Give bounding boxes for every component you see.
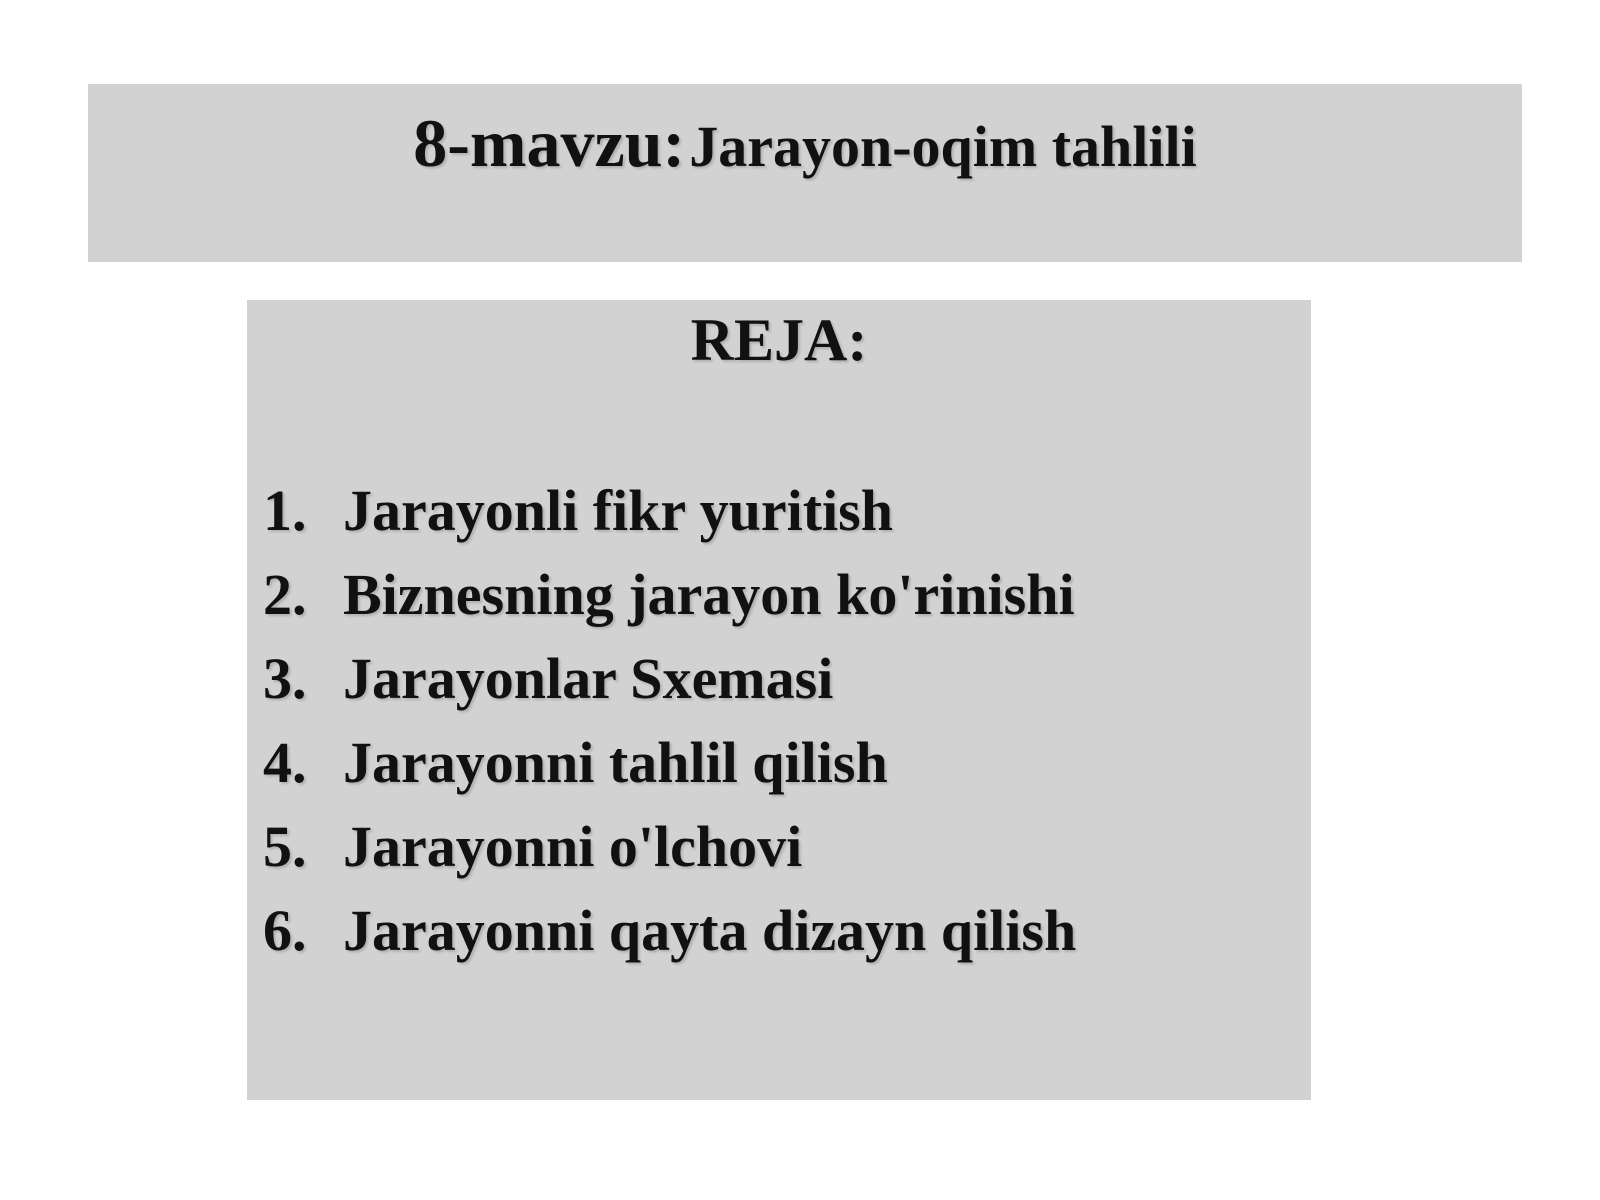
plan-item-number: 4.	[263, 729, 307, 795]
plan-box	[247, 300, 1311, 1100]
plan-item	[263, 636, 1076, 720]
plan-item-number: 1.	[263, 477, 307, 543]
slide-title-box	[88, 84, 1522, 262]
plan-item	[263, 468, 1076, 552]
plan-item-label: Jarayonlar Sxemasi	[343, 645, 834, 711]
plan-item	[263, 720, 1076, 804]
slide-title-main: Jarayon-oqim tahlili	[689, 114, 1197, 179]
plan-item	[263, 804, 1076, 888]
plan-item-number: 6.	[263, 897, 307, 963]
plan-item-label: Jarayonni o'lchovi	[343, 813, 803, 879]
plan-item-label: Jarayonni tahlil qilish	[343, 729, 888, 795]
plan-item-label: Biznesning jarayon ko'rinishi	[343, 561, 1075, 627]
plan-item	[263, 888, 1076, 972]
plan-heading: REJA:	[690, 307, 868, 373]
slide-title	[88, 104, 1522, 183]
slide-title-prefix: 8-mavzu:	[413, 105, 686, 181]
plan-item-number: 2.	[263, 561, 307, 627]
plan-item	[263, 552, 1076, 636]
plan-list	[263, 468, 1076, 972]
plan-item-number: 3.	[263, 645, 307, 711]
plan-item-number: 5.	[263, 813, 307, 879]
plan-item-label: Jarayonli fikr yuritish	[343, 477, 893, 543]
plan-item-label: Jarayonni qayta dizayn qilish	[343, 897, 1077, 963]
